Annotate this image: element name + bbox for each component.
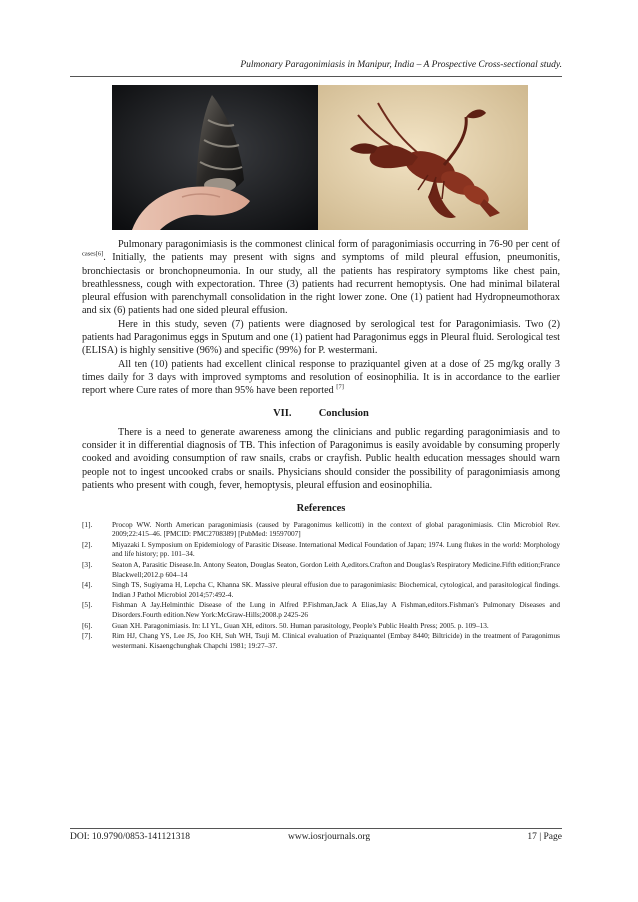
paragraph-text: . Initially, the patients may present with signs and symptoms of mild pleural effusion, pneumonitis, bronchiectasis or bronchopneumonia. In our study, all the patients has respiratory symptoms like chest pain, breathlessness, cough with expectoration. Three (3) patients had recurrent hemoptysis. One had minimal bilateral pleural effusion with parenchymall consolidation in the right lower zone. One (1) patient had Hydropneumothorax and six (6) patients had one sided pleural effusion. [82, 252, 560, 317]
references-heading: References [296, 503, 346, 515]
paragraph-text: All ten (10) patients had excellent clinical response to praziquantel given at a dose of 25 mg/kg orally 3 times daily for 3 days with improved symptoms and resolution of eosinophilia. It is in accordance to the earlier report where Cure rates of more than 95% have been reported [82, 358, 560, 397]
section-number: VII. [273, 407, 292, 419]
citation-marker: cases[6] [82, 250, 104, 258]
reference-text: Guan XH. Paragonimiasis. In: LI YL, Guan XH, editors. 50. Human parasitology, People's Public Health Press; 2005. p. 109–13. [112, 620, 489, 630]
reference-text: Singh TS, Sugiyama H, Lepcha C, Khanna SK. Massive pleural effusion due to paragonimiasis: Biochemical, cytological, and parasitological findings. Indian J Pathol Microbiol 2014;57:492-4. [112, 580, 560, 599]
crayfish-photo [318, 85, 528, 230]
reference-text: Fishman A Jay.Helminthic Disease of the Lung in Alfred P.Fishman,Jack A Elias,Jay A Fishman,editors.Fishman's Pulmonary Diseases and Disorders.Fourth edition.New York:McGraw-Hills;2008.p 2425-26 [112, 600, 560, 619]
reference-number: [7]. [82, 631, 93, 641]
article-body [82, 238, 560, 651]
reference-number: [5]. [82, 600, 93, 610]
page-footer [70, 828, 562, 846]
reference-number: [3]. [82, 560, 93, 570]
paragraph-conclusion: There is a need to generate awareness among the clinicians and public regarding paragonimiasis and to consider it in differential diagnosis of TB. This infection of Paragonimus is easily avoidable by consuming properly cooked and avoiding consumption of raw snails, crabs or crayfish. Public health education messages should warn people not to ingest uncooked crabs or snails. Physicians should consider the possibility of paragonimiasis among patients who present with cough, fever, hemoptysis, pleural effusion and eosinophilia. [82, 426, 560, 492]
paragraph-clinical-forms [82, 238, 560, 318]
running-title: Pulmonary Paragonimiasis in Manipur, India – A Prospective Cross-sectional study. [240, 60, 562, 70]
crayfish-illustration [318, 85, 528, 230]
reference-number: [4]. [82, 580, 93, 590]
references-list [82, 520, 560, 651]
footer-page-number: 17 | Page [527, 832, 562, 842]
reference-item [82, 600, 560, 619]
paragraph-text: Pulmonary paragonimiasis is the commonest clinical form of paragonimiasis occurring in 76-90 per cent of [118, 239, 560, 250]
running-header [70, 60, 562, 77]
footer-doi: DOI: 10.9790/0853-141121318 [70, 832, 190, 842]
reference-item [82, 540, 560, 559]
reference-text: Procop WW. North American paragonimiasis (caused by Paragonimus kellicotti) in the context of global paragonimiasis. Clin Microbiol Rev. 2009;22:415–46. [PMCID: PMC2708389] [PubMed: 19597007] [112, 519, 560, 539]
reference-number: [2]. [82, 539, 93, 549]
snail-photo [112, 85, 322, 230]
snail-illustration [112, 85, 322, 230]
reference-item [82, 520, 560, 539]
reference-number: [1]. [82, 519, 93, 529]
reference-text: Seaton A, Parasitic Disease.In. Antony Seaton, Douglas Seaton, Gordon Leith A,editors.Crafton and Douglas's Respiratory Medicine.Fifth edition;France Blackwell;2012.p 604–14 [112, 560, 560, 579]
reference-text: Rim HJ, Chang YS, Lee JS, Joo KH, Suh WH, Tsuji M. Clinical evaluation of Praziquantel (Embay 8440; Biltricide) in the treatment of Paragonimus westermani. Kisaengchunghak Chapchi 1981; 19:27–37. [112, 631, 560, 650]
reference-item [82, 621, 560, 631]
footer-website: www.iosrjournals.org [288, 832, 371, 842]
section-heading [82, 407, 560, 420]
reference-item [82, 580, 560, 599]
reference-item [82, 631, 560, 650]
paragraph-treatment [82, 358, 560, 398]
section-title: Conclusion [318, 407, 369, 419]
reference-text: Miyazaki I. Symposium on Epidemiology of Parasitic Disease. International Medical Foundation of Japan; 1974. Lung flukes in the world: Morphology and life history; pp. 101–34. [112, 539, 560, 559]
reference-number: [6]. [82, 620, 93, 630]
paragraph-diagnosis: Here in this study, seven (7) patients were diagnosed by serological test for Paragonimiasis. Two (2) patients had Paragonimus eggs in Sputum and one (1) patient had Paragonimus eggs in Pleural fluid. Serological test (ELISA) is highly sensitive (96%) and specific (99%) for P. westermani. [82, 318, 560, 357]
citation-marker: [7] [336, 383, 344, 391]
reference-item [82, 560, 560, 579]
